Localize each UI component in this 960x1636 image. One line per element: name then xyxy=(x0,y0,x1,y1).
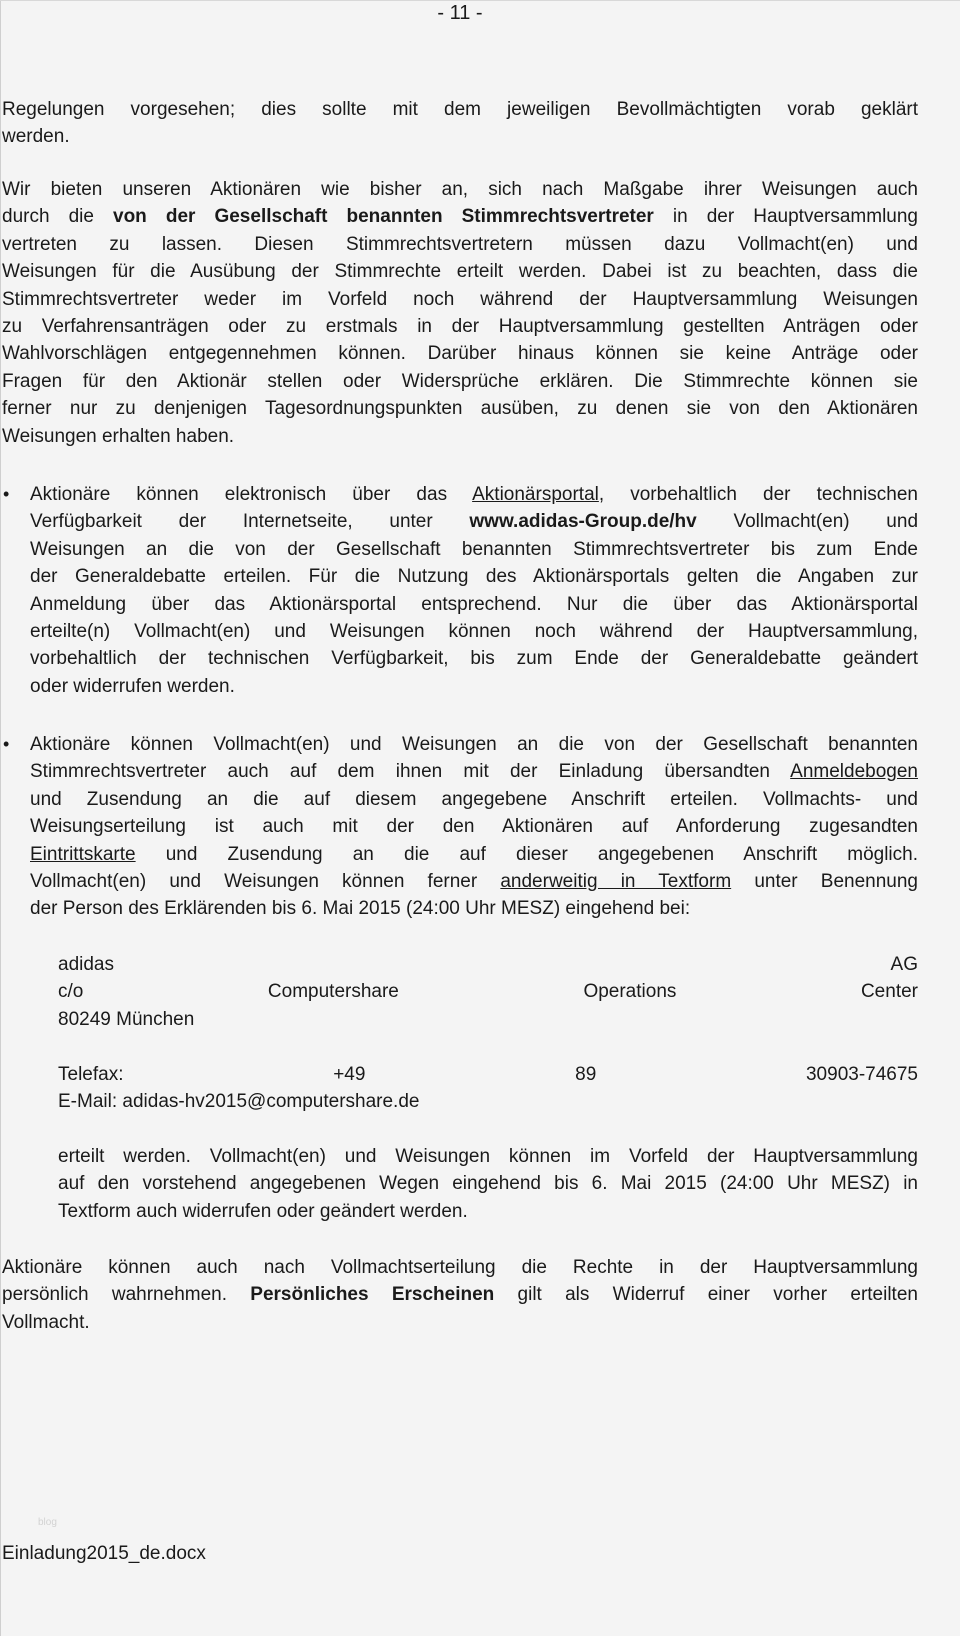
text-line: Anmeldung über das Aktionärsportal entsprechend. Nur die über das Aktionärsportal xyxy=(30,593,918,615)
text-line: Fragen für den Aktionär stellen oder Widersprüche erklären. Die Stimmrechte können sie xyxy=(2,370,918,392)
text-line: werden. xyxy=(2,126,70,148)
address-block xyxy=(58,951,918,1033)
bold-text: www.adidas-Group.de/hv xyxy=(469,511,697,533)
text-segment: Vollmacht(en) und xyxy=(696,511,919,533)
footer-filename: Einladung2015_de.docx xyxy=(2,1543,206,1564)
watermark: blog xyxy=(38,1517,57,1528)
text-line: c/o Computershare Operations Center xyxy=(58,981,918,1003)
text-segment: Aktionäre können elektronisch über das xyxy=(30,484,473,505)
text-segment: durch die xyxy=(2,206,113,228)
text-line: adidas AG xyxy=(58,954,918,975)
text-segment: Stimmrechtsvertreter auch auf dem ihnen mit der Einladung übersandten xyxy=(30,761,791,783)
text-line: Regelungen vorgesehen; dies sollte mit dem jeweiligen Bevollmächtigten vorab geklärt xyxy=(2,99,918,120)
text-segment: gilt als Widerruf einer vorher erteilten xyxy=(494,1284,918,1306)
bold-text: Persönliches Erscheinen xyxy=(250,1284,495,1306)
underlined-reference: anderweitig in Textform xyxy=(500,870,732,892)
text-line xyxy=(2,1281,918,1308)
bullet-icon: • xyxy=(3,734,10,754)
page-left-edge xyxy=(0,0,1,1636)
underlined-reference: Aktionärsportal xyxy=(472,484,599,505)
text-line: vorbehaltlich der technischen Verfügbarkeit, bis zum Ende der Generaldebatte geändert xyxy=(30,648,918,670)
contact-block xyxy=(58,1061,918,1116)
page-number: - 11 - xyxy=(437,2,483,24)
text-line: Stimmrechtsvertreter weder im Vorfeld noch während der Hauptversammlung Weisungen xyxy=(2,288,918,310)
text-line: der Person des Erklärenden bis 6. Mai 2015 (24:00 Uhr MESZ) eingehend bei: xyxy=(30,898,691,920)
text-line: Aktionäre können auch nach Vollmachtserteilung die Rechte in der Hauptversammlung xyxy=(2,1257,918,1278)
text-line xyxy=(30,508,918,535)
text-line: erteilte(n) Vollmacht(en) und Weisungen können noch während der Hauptversammlung, xyxy=(30,620,918,642)
text-line: Wahlvorschlägen entgegennehmen können. Darüber hinaus können sie keine Anträge oder xyxy=(2,343,918,365)
paragraph-proxy-representatives xyxy=(2,176,918,450)
text-line: und Zusendung an die auf diesem angegebene Anschrift erteilen. Vollmachts- und xyxy=(30,788,918,810)
text-line: ferner nur zu denjenigen Tagesordnungspunkten ausüben, zu denen sie von den Aktionären xyxy=(2,398,918,420)
text-line: Wir bieten unseren Aktionären wie bisher an, sich nach Maßgabe ihrer Weisungen auch xyxy=(2,179,918,200)
text-line: erteilt werden. Vollmacht(en) und Weisungen können im Vorfeld der Hauptversammlung xyxy=(58,1146,918,1167)
text-line: Weisungen erhalten haben. xyxy=(2,425,235,447)
text-segment: Vollmacht(en) und Weisungen können ferner xyxy=(30,870,501,892)
text-line: vertreten zu lassen. Diesen Stimmrechtsvertretern müssen dazu Vollmacht(en) und xyxy=(2,233,918,255)
text-line: Weisungen für die Ausübung der Stimmrechte erteilt werden. Dabei ist zu beachten, dass die xyxy=(2,261,918,283)
paragraph-revocation xyxy=(58,1143,918,1225)
bold-text: von der Gesellschaft benannten Stimmrechtsvertreter xyxy=(113,206,654,228)
text-line xyxy=(30,868,918,895)
text-segment: und Zusendung an die auf dieser angegebenen Anschrift möglich. xyxy=(135,843,918,865)
paragraph-intro xyxy=(2,96,918,151)
underlined-reference: Anmeldebogen xyxy=(790,761,918,783)
text-line xyxy=(30,841,918,868)
text-segment: Verfügbarkeit der Internetseite, unter xyxy=(30,511,470,533)
text-segment: , vorbehaltlich der technischen xyxy=(598,484,918,505)
bullet-item-shareholder-portal xyxy=(3,481,919,700)
text-line: Telefax: +49 89 30903-74675 xyxy=(58,1064,918,1085)
bullet-item-postal-submission xyxy=(3,731,918,923)
text-line: Textform auch widerrufen oder geändert werden. xyxy=(58,1200,468,1222)
text-line: auf den vorstehend angegebenen Wegen eingehend bis 6. Mai 2015 (24:00 Uhr MESZ) in xyxy=(58,1173,918,1195)
text-line: Weisungen an die von der Gesellschaft benannten Stimmrechtsvertreter bis zum Ende xyxy=(30,538,918,560)
text-line: E-Mail: adidas-hv2015@computershare.de xyxy=(58,1091,420,1113)
text-segment: unter Benennung xyxy=(731,870,918,892)
text-line: zu Verfahrensanträgen oder zu erstmals in der Hauptversammlung gestellten Anträgen oder xyxy=(2,315,918,337)
text-line: 80249 München xyxy=(58,1008,195,1030)
text-segment: in der Hauptversammlung xyxy=(653,206,918,228)
text-line: Aktionäre können Vollmacht(en) und Weisungen an die von der Gesellschaft benannten xyxy=(30,734,918,755)
underlined-reference: Eintrittskarte xyxy=(30,843,136,865)
text-line: der Generaldebatte erteilen. Für die Nutzung des Aktionärsportals gelten die Angaben zur xyxy=(30,566,918,588)
text-line xyxy=(30,758,918,785)
text-line: Weisungserteilung ist auch mit der den Aktionären auf Anforderung zugesandten xyxy=(30,816,918,838)
paragraph-personal-attendance xyxy=(2,1254,918,1336)
text-line xyxy=(30,481,918,508)
text-line: oder widerrufen werden. xyxy=(30,675,235,697)
bullet-icon: • xyxy=(3,484,10,504)
text-segment: persönlich wahrnehmen. xyxy=(2,1284,251,1306)
text-line xyxy=(2,203,918,230)
text-line: Vollmacht. xyxy=(2,1311,90,1333)
